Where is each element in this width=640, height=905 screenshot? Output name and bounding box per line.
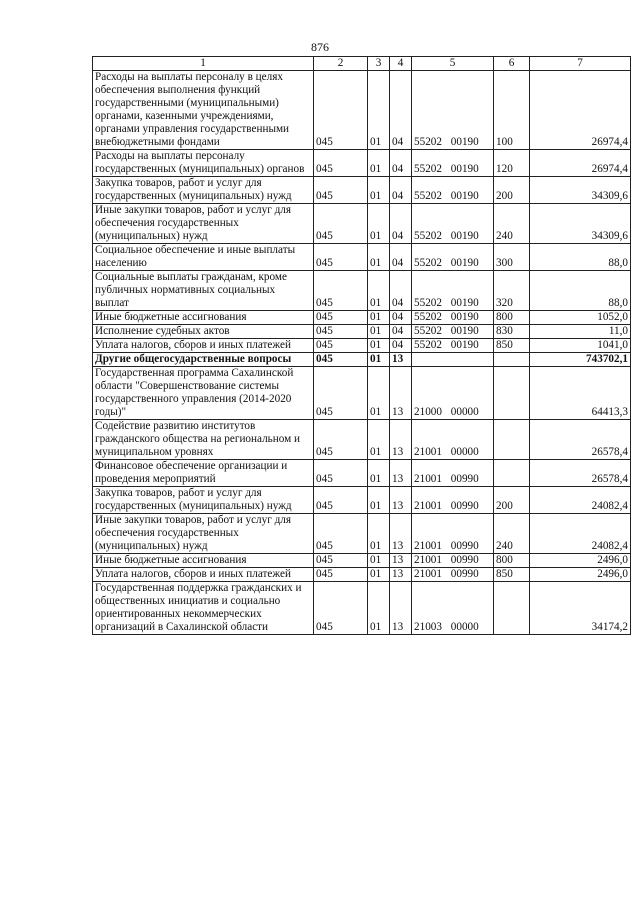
- row-name: Другие общегосударственные вопросы: [93, 353, 314, 367]
- table-row: [93, 514, 631, 554]
- row-section-code: 01: [368, 204, 390, 244]
- row-name: Иные бюджетные ассигнования: [93, 554, 314, 568]
- row-ved-code: 045: [314, 420, 368, 460]
- row-ved-code: 045: [314, 311, 368, 325]
- row-ved-code: 045: [314, 514, 368, 554]
- row-name: Финансовое обеспечение организации и проведения мероприятий: [93, 460, 314, 487]
- row-name: Иные бюджетные ассигнования: [93, 311, 314, 325]
- row-amount: 11,0: [530, 325, 631, 339]
- row-subsection-code: 04: [390, 177, 412, 204]
- row-ved-code: 045: [314, 150, 368, 177]
- row-section-code: 01: [368, 271, 390, 311]
- col-header-1: 1: [93, 57, 314, 71]
- table-row: [93, 568, 631, 582]
- row-section-code: 01: [368, 582, 390, 635]
- row-expense-type: [494, 582, 530, 635]
- col-header-2: 2: [314, 57, 368, 71]
- row-target-article: 55202 00190: [412, 325, 494, 339]
- row-target-article: 55202 00190: [412, 339, 494, 353]
- row-section-code: 01: [368, 150, 390, 177]
- row-expense-type: 300: [494, 244, 530, 271]
- row-ved-code: 045: [314, 71, 368, 150]
- row-amount: 34309,6: [530, 204, 631, 244]
- row-amount: 26974,4: [530, 150, 631, 177]
- table-row: [93, 204, 631, 244]
- row-name: Расходы на выплаты персоналу государственных (муниципальных) органов: [93, 150, 314, 177]
- row-section-code: 01: [368, 325, 390, 339]
- col-header-7: 7: [530, 57, 631, 71]
- row-ved-code: 045: [314, 487, 368, 514]
- table-header-row: [93, 57, 631, 71]
- row-section-code: 01: [368, 514, 390, 554]
- table-row: [93, 554, 631, 568]
- row-ved-code: 045: [314, 568, 368, 582]
- row-name: Иные закупки товаров, работ и услуг для обеспечения государственных (муниципальных) нужд: [93, 204, 314, 244]
- row-expense-type: 100: [494, 71, 530, 150]
- row-section-code: 01: [368, 177, 390, 204]
- row-target-article: 21001 00990: [412, 487, 494, 514]
- row-expense-type: 800: [494, 554, 530, 568]
- row-amount: 1052,0: [530, 311, 631, 325]
- row-subsection-code: 04: [390, 325, 412, 339]
- row-name: Государственная программа Сахалинской области "Совершенствование системы государственного управления (2014-2020 годы)": [93, 367, 314, 420]
- row-expense-type: 850: [494, 339, 530, 353]
- row-ved-code: 045: [314, 339, 368, 353]
- row-section-code: 01: [368, 554, 390, 568]
- row-expense-type: 200: [494, 487, 530, 514]
- row-section-code: 01: [368, 339, 390, 353]
- row-target-article: [412, 353, 494, 367]
- row-name: Социальные выплаты гражданам, кроме публичных нормативных социальных выплат: [93, 271, 314, 311]
- row-expense-type: [494, 367, 530, 420]
- row-expense-type: [494, 353, 530, 367]
- row-name: Государственная поддержка гражданских и общественных инициатив и социально ориентированных некоммерческих организаций в Сахалинской области: [93, 582, 314, 635]
- row-amount: 24082,4: [530, 487, 631, 514]
- row-ved-code: 045: [314, 325, 368, 339]
- row-section-code: 01: [368, 311, 390, 325]
- row-name: Уплата налогов, сборов и иных платежей: [93, 339, 314, 353]
- row-subsection-code: 13: [390, 460, 412, 487]
- row-amount: 2496,0: [530, 554, 631, 568]
- row-ved-code: 045: [314, 367, 368, 420]
- row-subsection-code: 04: [390, 339, 412, 353]
- row-name: Социальное обеспечение и иные выплаты населению: [93, 244, 314, 271]
- row-expense-type: 120: [494, 150, 530, 177]
- table-row: [93, 177, 631, 204]
- row-name: Закупка товаров, работ и услуг для государственных (муниципальных) нужд: [93, 487, 314, 514]
- row-target-article: 55202 00190: [412, 311, 494, 325]
- row-amount: 88,0: [530, 271, 631, 311]
- table-row: [93, 339, 631, 353]
- row-section-code: 01: [368, 71, 390, 150]
- row-ved-code: 045: [314, 554, 368, 568]
- table-row: [93, 311, 631, 325]
- col-header-6: 6: [494, 57, 530, 71]
- row-name: Закупка товаров, работ и услуг для государственных (муниципальных) нужд: [93, 177, 314, 204]
- row-expense-type: 240: [494, 204, 530, 244]
- row-section-code: 01: [368, 367, 390, 420]
- row-name: Содействие развитию институтов гражданского общества на региональном и муниципальном уровнях: [93, 420, 314, 460]
- row-ved-code: 045: [314, 244, 368, 271]
- row-target-article: 55202 00190: [412, 244, 494, 271]
- row-amount: 24082,4: [530, 514, 631, 554]
- row-subsection-code: 13: [390, 554, 412, 568]
- row-ved-code: 045: [314, 271, 368, 311]
- row-target-article: 21000 00000: [412, 367, 494, 420]
- row-target-article: 21001 00990: [412, 514, 494, 554]
- row-target-article: 55202 00190: [412, 271, 494, 311]
- row-target-article: 21003 00000: [412, 582, 494, 635]
- col-header-3: 3: [368, 57, 390, 71]
- row-subsection-code: 04: [390, 71, 412, 150]
- row-amount: 26578,4: [530, 460, 631, 487]
- row-expense-type: 830: [494, 325, 530, 339]
- table-row: [93, 71, 631, 150]
- table-row: [93, 582, 631, 635]
- col-header-4: 4: [390, 57, 412, 71]
- table-row: [93, 353, 631, 367]
- row-expense-type: 800: [494, 311, 530, 325]
- table-body: [93, 71, 631, 635]
- row-ved-code: 045: [314, 177, 368, 204]
- table-row: [93, 367, 631, 420]
- row-section-code: 01: [368, 460, 390, 487]
- row-amount: 34309,6: [530, 177, 631, 204]
- row-ved-code: 045: [314, 353, 368, 367]
- table-row: [93, 244, 631, 271]
- row-ved-code: 045: [314, 204, 368, 244]
- row-target-article: 21001 00000: [412, 420, 494, 460]
- row-target-article: 55202 00190: [412, 71, 494, 150]
- row-section-code: 01: [368, 353, 390, 367]
- row-subsection-code: 13: [390, 353, 412, 367]
- row-ved-code: 045: [314, 460, 368, 487]
- table-row: [93, 150, 631, 177]
- row-subsection-code: 13: [390, 487, 412, 514]
- row-amount: 1041,0: [530, 339, 631, 353]
- row-subsection-code: 13: [390, 367, 412, 420]
- row-amount: 64413,3: [530, 367, 631, 420]
- row-subsection-code: 13: [390, 568, 412, 582]
- row-expense-type: [494, 420, 530, 460]
- row-subsection-code: 04: [390, 311, 412, 325]
- table-row: [93, 271, 631, 311]
- row-target-article: 55202 00190: [412, 150, 494, 177]
- table-row: [93, 460, 631, 487]
- row-target-article: 21001 00990: [412, 554, 494, 568]
- row-section-code: 01: [368, 420, 390, 460]
- row-expense-type: [494, 460, 530, 487]
- row-amount: 26578,4: [530, 420, 631, 460]
- row-name: Расходы на выплаты персоналу в целях обеспечения выполнения функций государственными (муниципальными) органами, казенными учреждениями, органами управления государственными внебюджетными фондами: [93, 71, 314, 150]
- table-row: [93, 487, 631, 514]
- row-expense-type: 850: [494, 568, 530, 582]
- table-row: [93, 325, 631, 339]
- row-section-code: 01: [368, 568, 390, 582]
- row-name: Иные закупки товаров, работ и услуг для обеспечения государственных (муниципальных) нужд: [93, 514, 314, 554]
- table-row: [93, 420, 631, 460]
- budget-table: [92, 56, 631, 635]
- row-subsection-code: 13: [390, 514, 412, 554]
- row-expense-type: 240: [494, 514, 530, 554]
- row-amount: 2496,0: [530, 568, 631, 582]
- row-amount: 743702,1: [530, 353, 631, 367]
- row-subsection-code: 04: [390, 150, 412, 177]
- row-name: Уплата налогов, сборов и иных платежей: [93, 568, 314, 582]
- row-target-article: 21001 00990: [412, 460, 494, 487]
- row-amount: 88,0: [530, 244, 631, 271]
- row-section-code: 01: [368, 244, 390, 271]
- row-section-code: 01: [368, 487, 390, 514]
- row-expense-type: 200: [494, 177, 530, 204]
- row-expense-type: 320: [494, 271, 530, 311]
- row-ved-code: 045: [314, 582, 368, 635]
- row-subsection-code: 04: [390, 244, 412, 271]
- row-subsection-code: 13: [390, 420, 412, 460]
- col-header-5: 5: [412, 57, 494, 71]
- row-name: Исполнение судебных актов: [93, 325, 314, 339]
- row-amount: 34174,2: [530, 582, 631, 635]
- page-number: 876: [311, 40, 329, 54]
- row-subsection-code: 04: [390, 271, 412, 311]
- row-target-article: 55202 00190: [412, 177, 494, 204]
- row-target-article: 55202 00190: [412, 204, 494, 244]
- row-target-article: 21001 00990: [412, 568, 494, 582]
- row-subsection-code: 04: [390, 204, 412, 244]
- row-subsection-code: 13: [390, 582, 412, 635]
- row-amount: 26974,4: [530, 71, 631, 150]
